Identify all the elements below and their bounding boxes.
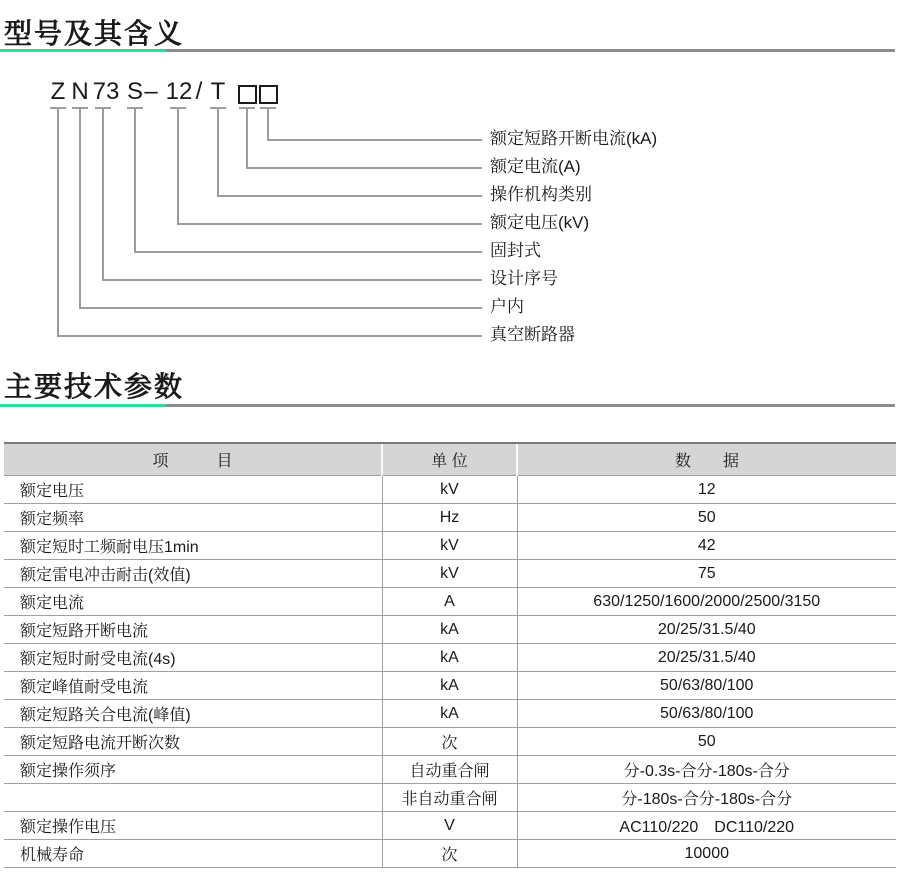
cell-data: 分-180s-合分-180s-合分 bbox=[517, 784, 896, 812]
cell-data: 50/63/80/100 bbox=[517, 672, 896, 700]
model-part: T bbox=[210, 78, 226, 105]
table-row bbox=[4, 784, 896, 812]
model-label: 固封式 bbox=[490, 241, 541, 260]
connector-line bbox=[267, 108, 269, 141]
cell-unit: 次 bbox=[382, 728, 517, 756]
cell-unit: kV bbox=[382, 560, 517, 588]
table-row bbox=[4, 616, 896, 644]
model-label: 额定电压(kV) bbox=[490, 213, 590, 232]
cell-unit: kA bbox=[382, 644, 517, 672]
connector-line bbox=[267, 139, 482, 141]
section-title-parameters: 主要技术参数 bbox=[4, 371, 185, 402]
cell-item: 额定短路电流开断次数 bbox=[4, 728, 382, 756]
connector-line bbox=[79, 108, 81, 309]
model-part: N bbox=[71, 78, 89, 105]
cell-data: 50 bbox=[517, 504, 896, 532]
cell-unit: V bbox=[382, 812, 517, 840]
cell-item: 额定电压 bbox=[4, 476, 382, 504]
cell-unit: kA bbox=[382, 672, 517, 700]
model-part: 73 bbox=[92, 78, 120, 105]
cell-data: 20/25/31.5/40 bbox=[517, 644, 896, 672]
column-header-item: 项 目 bbox=[4, 443, 382, 476]
cell-unit: 非自动重合闸 bbox=[382, 784, 517, 812]
cell-item: 额定操作须序 bbox=[4, 756, 382, 784]
model-part: – bbox=[144, 78, 158, 105]
model-label: 额定电流(A) bbox=[490, 157, 581, 176]
cell-data: 75 bbox=[517, 560, 896, 588]
cell-data: 分-0.3s-合分-180s-合分 bbox=[517, 756, 896, 784]
table-row bbox=[4, 644, 896, 672]
cell-item: 额定操作电压 bbox=[4, 812, 382, 840]
table-row bbox=[4, 700, 896, 728]
cell-data: 50/63/80/100 bbox=[517, 700, 896, 728]
table-row bbox=[4, 840, 896, 868]
title-underline bbox=[166, 404, 895, 407]
connector-line bbox=[217, 195, 482, 197]
cell-item: 额定峰值耐受电流 bbox=[4, 672, 382, 700]
table-row bbox=[4, 728, 896, 756]
cell-unit: 次 bbox=[382, 840, 517, 868]
connector-line bbox=[57, 335, 482, 337]
connector-line bbox=[134, 108, 136, 253]
column-header-unit: 单 位 bbox=[382, 443, 517, 476]
model-part: / bbox=[195, 78, 203, 105]
cell-unit: kA bbox=[382, 616, 517, 644]
cell-data: 630/1250/1600/2000/2500/3150 bbox=[517, 588, 896, 616]
cell-unit: Hz bbox=[382, 504, 517, 532]
table-row bbox=[4, 476, 896, 504]
table-header-row bbox=[4, 443, 896, 476]
connector-line bbox=[102, 108, 104, 281]
cell-item: 额定短时耐受电流(4s) bbox=[4, 644, 382, 672]
model-label: 额定短路开断电流(kA) bbox=[490, 129, 658, 148]
placeholder-box-icon bbox=[259, 85, 278, 104]
model-label: 真空断路器 bbox=[490, 325, 575, 344]
cell-unit: kV bbox=[382, 476, 517, 504]
connector-line bbox=[177, 108, 179, 225]
cell-data: 50 bbox=[517, 728, 896, 756]
section-title-model: 型号及其含义 bbox=[4, 18, 185, 49]
cell-unit: A bbox=[382, 588, 517, 616]
connector-line bbox=[246, 108, 248, 169]
cell-unit: kV bbox=[382, 532, 517, 560]
cell-item bbox=[4, 784, 382, 812]
table-row bbox=[4, 588, 896, 616]
table-row bbox=[4, 532, 896, 560]
parameters-table bbox=[4, 442, 896, 868]
connector-line bbox=[57, 108, 59, 337]
connector-line bbox=[217, 108, 219, 197]
table-row bbox=[4, 756, 896, 784]
model-label: 操作机构类别 bbox=[490, 185, 592, 204]
title-underline bbox=[166, 49, 895, 52]
cell-item: 额定短路开断电流 bbox=[4, 616, 382, 644]
cell-item: 额定频率 bbox=[4, 504, 382, 532]
model-label: 设计序号 bbox=[490, 269, 558, 288]
cell-item: 额定短路关合电流(峰值) bbox=[4, 700, 382, 728]
cell-item: 额定短时工频耐电压1min bbox=[4, 532, 382, 560]
model-part: Z bbox=[50, 78, 66, 105]
connector-line bbox=[246, 167, 482, 169]
placeholder-box-icon bbox=[238, 85, 257, 104]
cell-data: 10000 bbox=[517, 840, 896, 868]
cell-data: 42 bbox=[517, 532, 896, 560]
model-part: 12 bbox=[165, 78, 193, 105]
connector-line bbox=[102, 279, 482, 281]
connector-line bbox=[177, 223, 482, 225]
table-row bbox=[4, 504, 896, 532]
column-header-data: 数 据 bbox=[517, 443, 896, 476]
cell-unit: 自动重合闸 bbox=[382, 756, 517, 784]
cell-data: AC110/220 DC110/220 bbox=[517, 812, 896, 840]
table-row bbox=[4, 812, 896, 840]
table-row bbox=[4, 560, 896, 588]
title-underline-accent bbox=[0, 49, 166, 52]
table-row bbox=[4, 672, 896, 700]
cell-item: 额定电流 bbox=[4, 588, 382, 616]
title-underline-accent bbox=[0, 404, 166, 407]
model-part: S bbox=[126, 78, 144, 105]
cell-unit: kA bbox=[382, 700, 517, 728]
cell-item: 机械寿命 bbox=[4, 840, 382, 868]
cell-data: 20/25/31.5/40 bbox=[517, 616, 896, 644]
connector-line bbox=[134, 251, 482, 253]
cell-item: 额定雷电冲击耐击(效值) bbox=[4, 560, 382, 588]
connector-line bbox=[79, 307, 482, 309]
cell-data: 12 bbox=[517, 476, 896, 504]
model-label: 户内 bbox=[490, 297, 524, 316]
